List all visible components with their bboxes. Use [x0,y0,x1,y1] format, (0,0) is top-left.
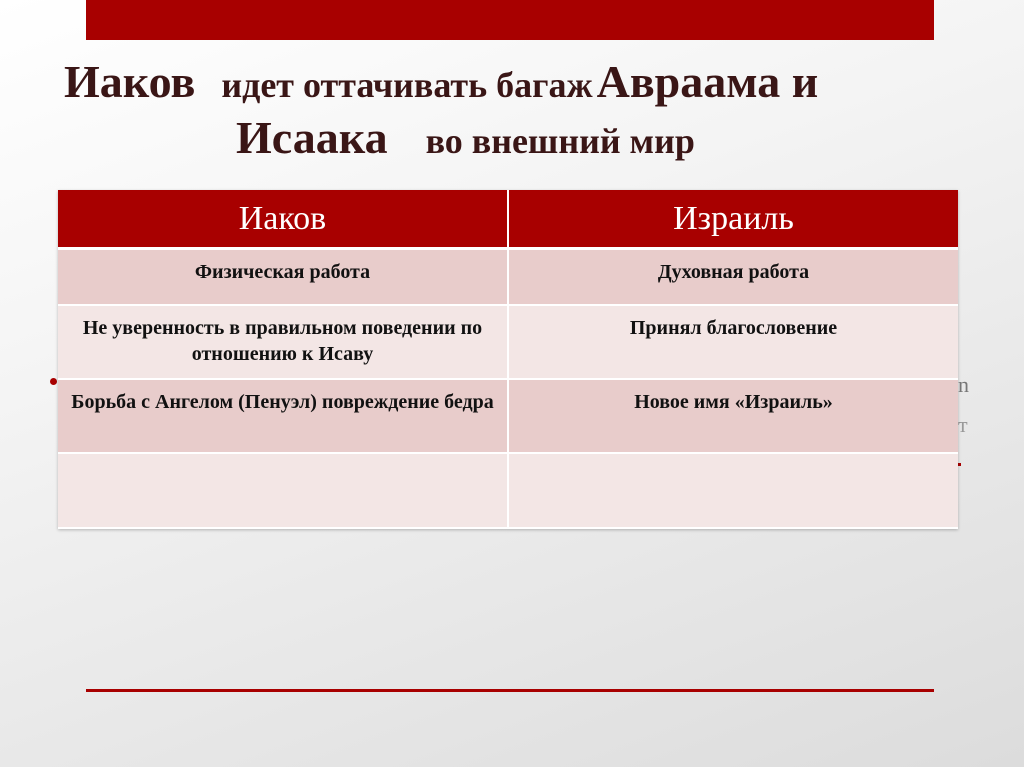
table-cell [508,453,958,528]
title-name-jacob: Иаков [64,56,196,107]
table-row [58,453,958,528]
table-cell: Новое имя «Израиль» [508,379,958,453]
title-line-1 [64,54,984,110]
comparison-table [58,190,958,529]
title-line-2 [64,110,984,166]
table-cell: Духовная работа [508,249,958,306]
table-cell [58,453,508,528]
bullet-dot [50,378,57,385]
bottom-divider-line [86,689,934,692]
title-phrase: идет оттачивать багаж [221,65,593,105]
table-cell: Борьба с Ангелом (Пенуэл) повреждение бедра [58,379,508,453]
hidden-text-fragment-2: т [958,412,968,437]
table-cell: Не уверенность в правильном поведении по отношению к Исаву [58,305,508,379]
table-cell: Принял благословение [508,305,958,379]
header-jacob: Иаков [58,190,508,249]
hidden-text-fragment: n [958,372,969,397]
table-header-row [58,190,958,249]
slide-title [64,54,984,166]
header-israel: Израиль [508,190,958,249]
table-row [58,249,958,306]
title-phrase-end: во внешний мир [425,121,695,161]
top-accent-bar [86,0,934,40]
title-name-abraham: Авраама и [596,56,819,107]
table-row [58,379,958,453]
table-cell: Физическая работа [58,249,508,306]
title-name-isaac: Исаака [236,112,388,163]
table-row [58,305,958,379]
